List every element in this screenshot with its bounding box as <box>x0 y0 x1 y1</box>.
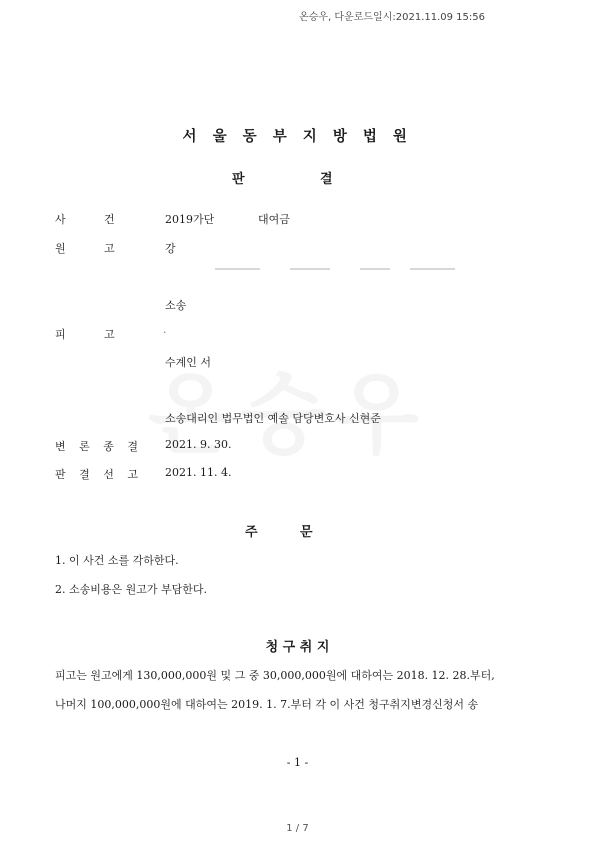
defendant-name: · <box>163 326 167 339</box>
ruling-label: 판 결 선 고 <box>55 468 143 481</box>
order-item: 1. 이 사건 소를 각하한다. <box>55 554 179 567</box>
defendant-counsel: 소송대리인 법무법인 예솔 담당변호사 신현준 <box>165 412 381 425</box>
order-title-second: 문 <box>300 525 313 540</box>
defendant-label-first: 피 <box>55 328 66 341</box>
redaction-mark <box>360 268 390 270</box>
claim-line: 피고는 원고에게 130,000,000원 및 그 중 30,000,000원에 대하여는 2018. 12. 28.부터, <box>55 669 495 682</box>
defendant-label-second: 고 <box>104 328 115 341</box>
case-number: 2019가단 <box>165 213 215 226</box>
plaintiff-label-first: 원 <box>55 242 66 255</box>
ruling-date: 2021. 11. 4. <box>165 466 232 479</box>
redaction-mark <box>410 268 455 270</box>
order-title-first: 주 <box>245 525 258 540</box>
redaction-mark <box>215 268 260 270</box>
case-label-first: 사 <box>55 213 66 226</box>
plaintiff-counsel: 소송 <box>165 299 187 312</box>
closing-date: 2021. 9. 30. <box>165 438 232 451</box>
case-name: 대여금 <box>258 213 290 226</box>
download-stamp: 온승우, 다운로드일시:2021.11.09 15:56 <box>299 12 485 23</box>
page-number: - 1 - <box>286 756 309 769</box>
order-item: 2. 소송비용은 원고가 부담한다. <box>55 583 207 596</box>
claim-title: 청 구 취 지 <box>265 640 330 655</box>
judgment-title-second: 결 <box>320 172 333 187</box>
redaction-mark <box>290 268 330 270</box>
case-label-second: 건 <box>104 213 115 226</box>
plaintiff-label-second: 고 <box>104 242 115 255</box>
judgment-title-first: 판 <box>232 172 245 187</box>
closing-label: 변 론 종 결 <box>55 440 143 453</box>
successor: 수계인 서 <box>165 356 212 369</box>
page-counter: 1 / 7 <box>286 823 309 834</box>
claim-line: 나머지 100,000,000원에 대하여는 2019. 1. 7.부터 각 이 사건 청구취지변경신청서 송 <box>55 698 479 711</box>
plaintiff-name: 강 <box>165 242 176 255</box>
court-name: 서 울 동 부 지 방 법 원 <box>182 128 413 145</box>
